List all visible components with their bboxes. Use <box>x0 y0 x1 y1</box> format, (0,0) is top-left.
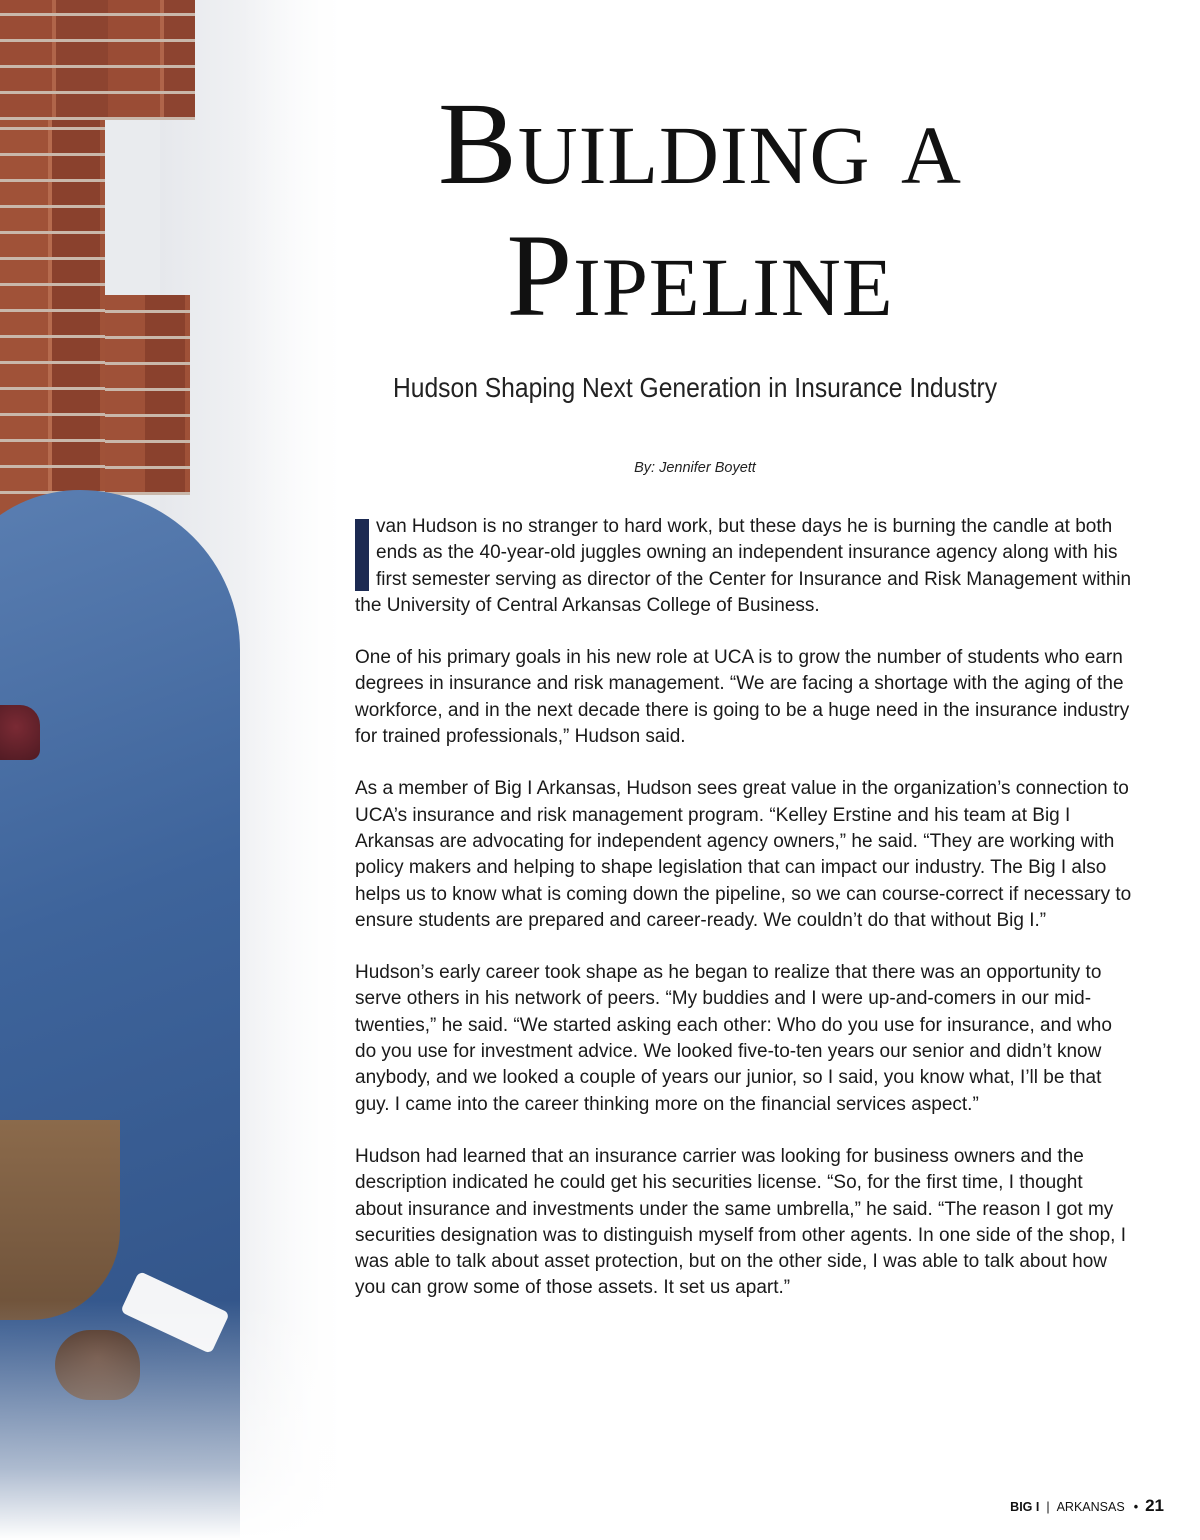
page-footer <box>1010 1496 1164 1516</box>
paragraph: One of his primary goals in his new role at UCA is to grow the number of students who earn degrees in insurance and risk management. “We are facing a shortage with the aging of the workforce, and in the next decade there is going to be a huge need in the insurance industry for trained professionals,” Hudson said. <box>355 647 1130 748</box>
paragraph: Hudson’s early career took shape as he began to realize that there was an opportunity to serve others in his network of peers. “My buddies and I were up-and-comers in our mid-twenties,” he said. “We started asking each other: Who do you use for insurance, and who do you use for investment advice. We looked five-to-ten years our senior and didn’t know anybody, and we looked a couple of years our junior, so I said, you know what, I’ll be that guy. I came into the career thinking more on the financial services aspect.” <box>355 962 1112 1115</box>
page-number: 21 <box>1145 1496 1164 1515</box>
footer-brand: BIG I <box>1010 1500 1040 1514</box>
photo-fade-bottom <box>0 1300 345 1540</box>
article-subtitle: Hudson Shaping Next Generation in Insurance Industry <box>392 372 998 403</box>
article-body <box>355 514 1135 1328</box>
paragraph-text: van Hudson is no stranger to hard work, but these days he is burning the candle at both ends as the 40-year-old juggles owning an independent insurance agency along with his first semester serving as director of the Center for Insurance and Risk Management within the University of Central Arkansas College of Business. <box>355 516 1132 616</box>
drop-cap-bar <box>355 519 369 591</box>
footer-bullet: • <box>1133 1500 1139 1514</box>
footer-state: ARKANSAS <box>1056 1500 1125 1514</box>
cover-photo <box>0 0 345 1540</box>
title-line-1: Building a <box>438 78 962 209</box>
article-title <box>345 78 1055 342</box>
paragraph <box>355 514 1135 619</box>
byline: By: Jennifer Boyett <box>634 460 756 476</box>
title-line-2: Pipeline <box>506 210 894 341</box>
paragraph: As a member of Big I Arkansas, Hudson sees great value in the organization’s connection to UCA’s insurance and risk management program. “Kelley Erstine and his team at Big I Arkansas are advocating for independent agency owners,” he said. “They are working with policy makers and helping to shape legislation that can impact our industry. The Big I also helps us to know what is coming down the pipeline, so we can course-correct if necessary to ensure students are prepared and career-ready. We couldn’t do that without Big I.” <box>355 778 1132 931</box>
paragraph: Hudson had learned that an insurance carrier was looking for business owners and the description indicated he could get his securities license. “So, for the first time, I thought about insurance and investments under the same umbrella,” he said. “The reason I got my securities designation was to distinguish myself from other agents. In one side of the shop, I was able to talk about asset protection, but on the other side, I was able to talk about how you can grow some of those assets. It set us apart.” <box>355 1145 1126 1299</box>
footer-separator: | <box>1046 1500 1050 1514</box>
